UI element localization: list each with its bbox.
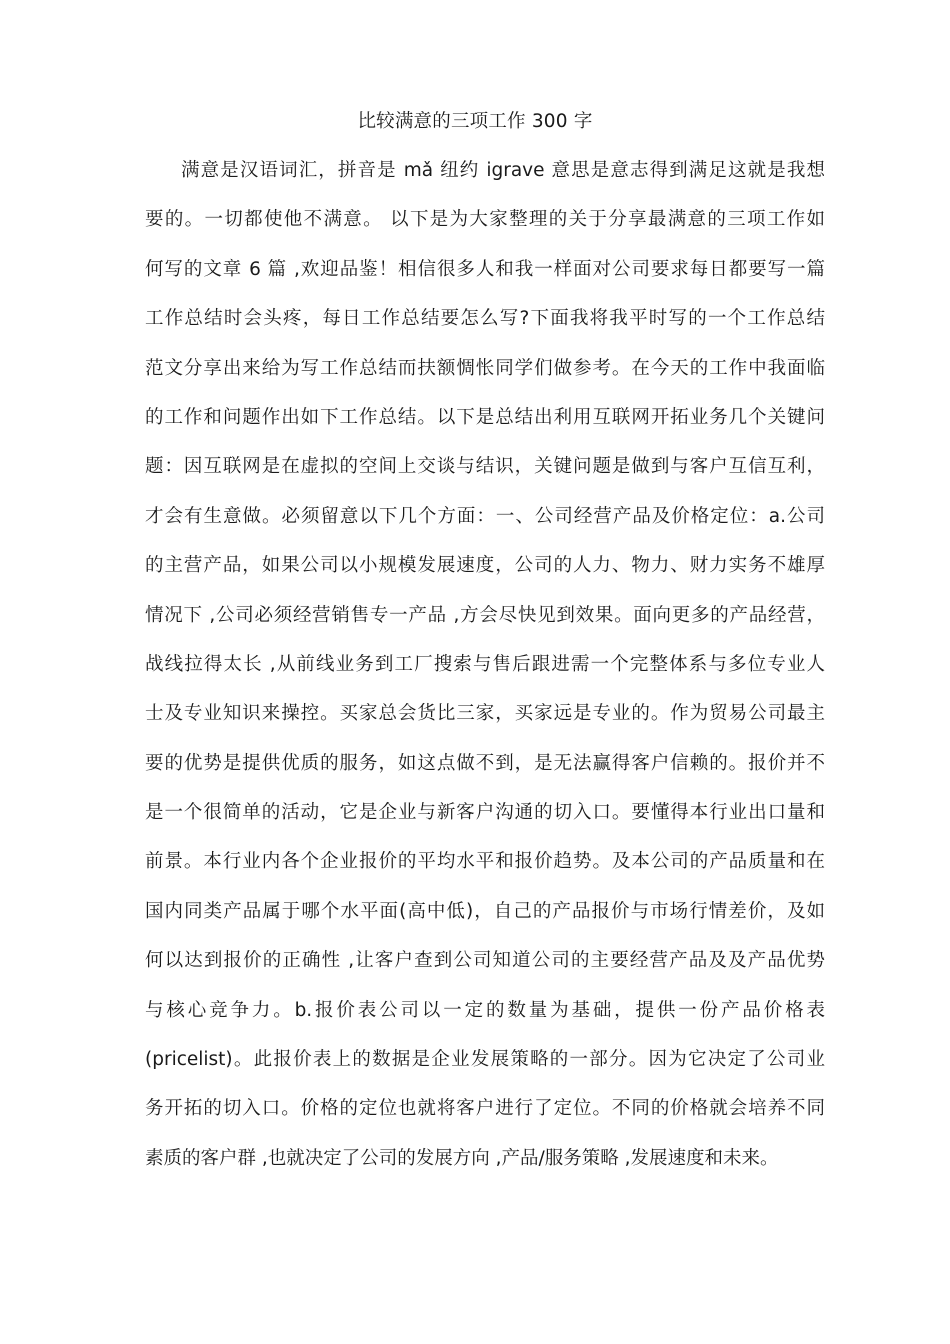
document-title: 比较满意的三项工作 300 字 (357, 111, 593, 132)
paragraph-line: 满意是汉语词汇，拼音是 mǎ 纽约 igrave 意思是意志得到满足这就是我想 (181, 160, 825, 181)
paragraph-line: 情况下 ,公司必须经营销售专一产品 ,方会尽快见到效果。面向更多的产品经营， (145, 604, 825, 626)
paragraph-line: 务开拓的切入口。价格的定位也就将客户进行了定位。不同的价格就会培养不同 (145, 1098, 825, 1120)
paragraph-line: 题：因互联网是在虚拟的空间上交谈与结识，关键问题是做到与客户互信互利， (145, 456, 825, 478)
paragraph-line: 要的。一切都使他不满意。 以下是为大家整理的关于分享最满意的三项工作如 (145, 209, 825, 231)
paragraph-line: 才会有生意做。必须留意以下几个方面：一、公司经营产品及价格定位：a.公司 (145, 505, 825, 527)
paragraph-line: 战线拉得太长 ,从前线业务到工厂搜索与售后跟进需一个完整体系与多位专业人 (145, 653, 825, 675)
paragraph-line: 工作总结时会头疼，每日工作总结要怎么写?下面我将我平时写的一个工作总结 (145, 308, 825, 330)
paragraph-line: 何写的文章 6 篇 ,欢迎品鉴！相信很多人和我一样面对公司要求每日都要写一篇 (145, 258, 825, 280)
paragraph-line: 范文分享出来给为写工作总结而扶额惆怅同学们做参考。在今天的工作中我面临 (145, 357, 825, 379)
document-body (145, 154, 825, 1191)
paragraph-line: 何以达到报价的正确性 ,让客户查到公司知道公司的主要经营产品及及产品优势 (145, 950, 825, 972)
paragraph-line: 的主营产品，如果公司以小规模发展速度，公司的人力、物力、财力实务不雄厚 (145, 555, 825, 577)
paragraph-line: 的工作和问题作出如下工作总结。以下是总结出利用互联网开拓业务几个关键问 (145, 406, 825, 428)
paragraph-line: (pricelist)。此报价表上的数据是企业发展策略的一部分。因为它决定了公司业 (145, 1049, 825, 1071)
paragraph-line: 素质的客户群 ,也就决定了公司的发展方向 ,产品/服务策略 ,发展速度和未来。 (145, 1147, 779, 1169)
paragraph-line: 国内同类产品属于哪个水平面(高中低)，自己的产品报价与市场行情差价，及如 (145, 900, 825, 922)
paragraph-line: 要的优势是提供优质的服务，如这点做不到，是无法赢得客户信赖的。报价并不 (145, 752, 825, 774)
paragraph-line: 是一个很简单的活动，它是企业与新客户沟通的切入口。要懂得本行业出口量和 (145, 802, 825, 824)
paragraph-line: 前景。本行业内各个企业报价的平均水平和报价趋势。及本公司的产品质量和在 (145, 851, 825, 873)
paragraph-line: 与核心竞争力。b.报价表公司以一定的数量为基础，提供一份产品价格表 (145, 999, 825, 1021)
paragraph-line: 士及专业知识来操控。买家总会货比三家，买家远是专业的。作为贸易公司最主 (145, 703, 825, 725)
